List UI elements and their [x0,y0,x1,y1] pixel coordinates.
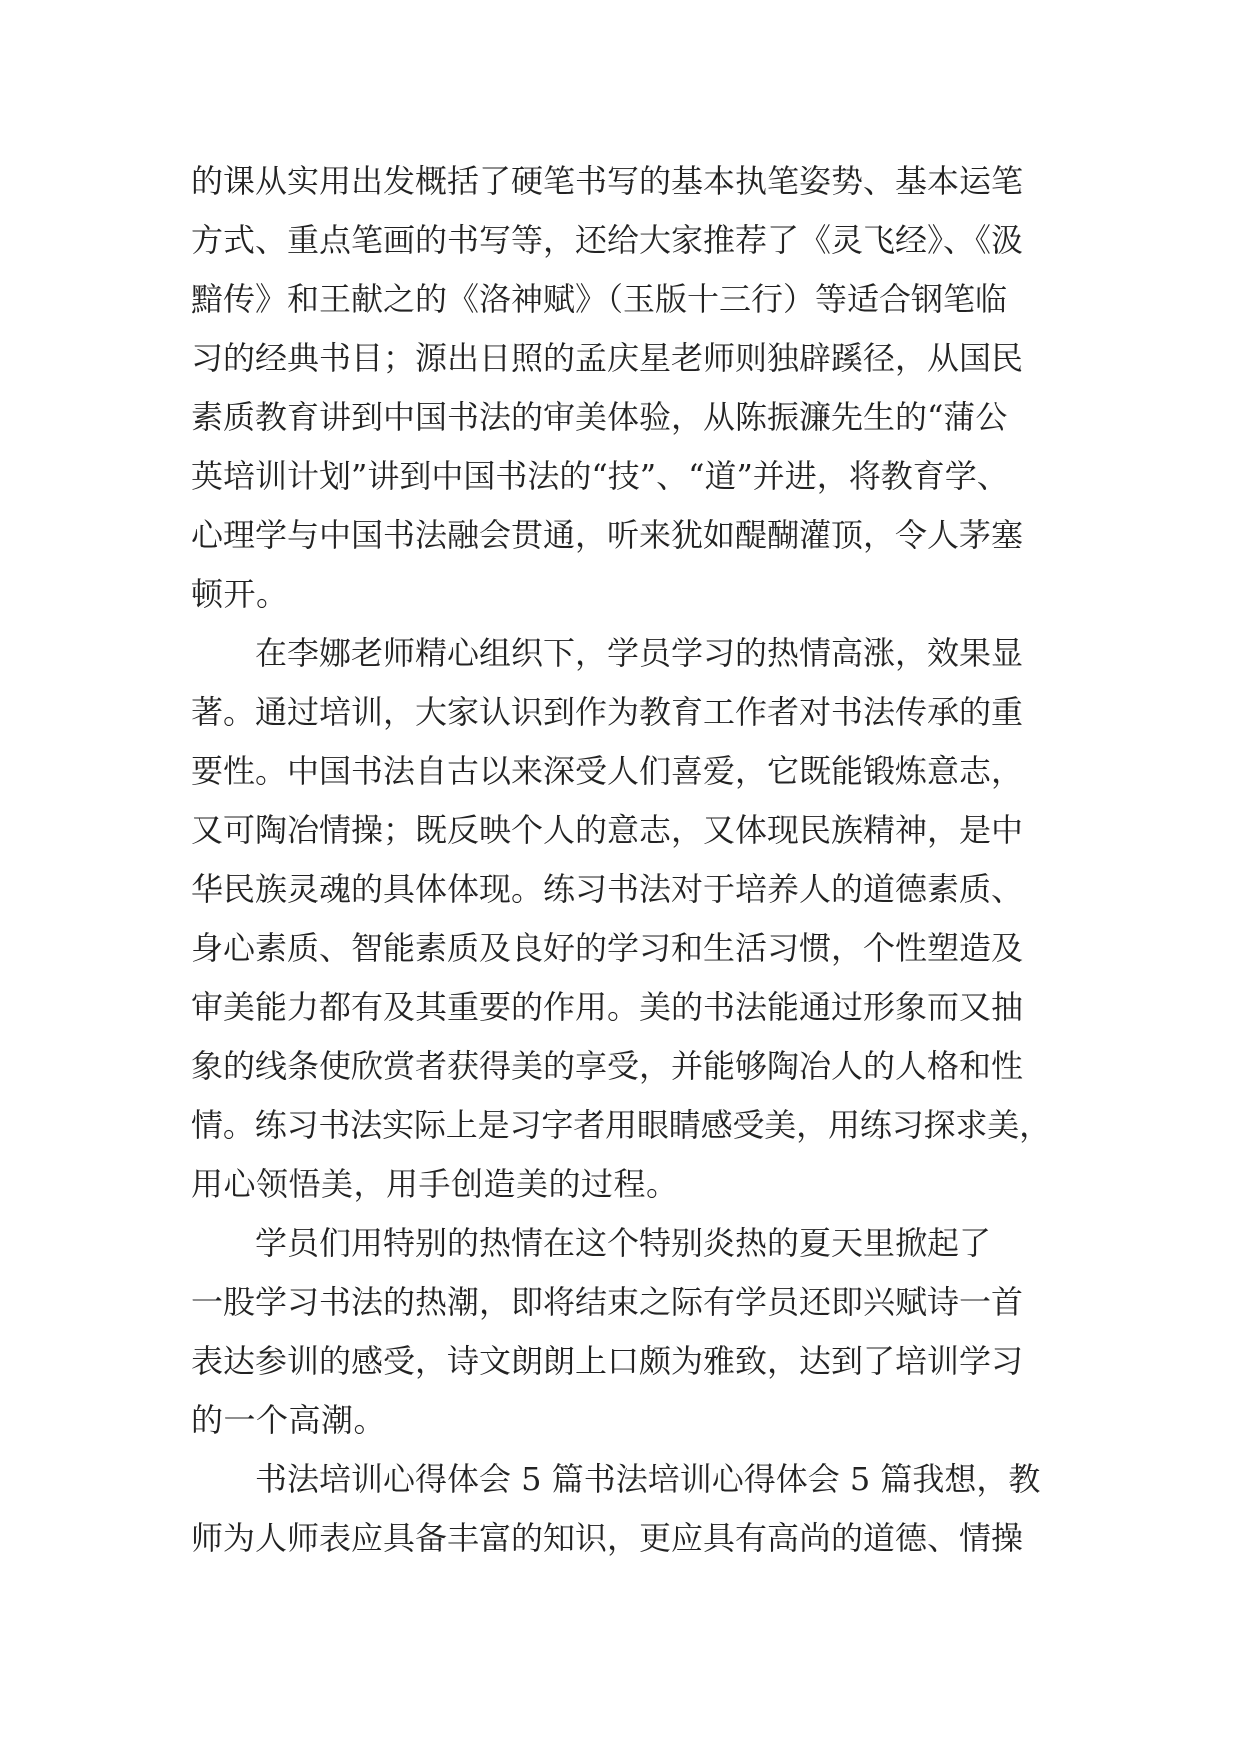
text-line: 的一个高潮。 [191,1401,387,1439]
text-line: 书法培训心得体会 5 篇书法培训心得体会 5 篇我想，教 [255,1460,1041,1498]
text-line: 素质教育讲到中国书法的审美体验，从陈振濂先生的“蒲公 [191,398,1008,436]
text-line: 师为人师表应具备丰富的知识，更应具有高尚的道德、情操 [191,1519,1024,1557]
document-body [191,152,1051,1568]
text-line: 身心素质、智能素质及良好的学习和生活习惯，个性塑造及 [191,929,1024,967]
text-line: 情。练习书法实际上是习字者用眼睛感受美，用练习探求美， [191,1106,1051,1144]
text-line: 要性。中国书法自古以来深受人们喜爱，它既能锻炼意志， [191,752,1024,790]
text-line: 方式、重点笔画的书写等，还给大家推荐了《灵飞经》、《汲 [191,221,1024,259]
text-line: 的课从实用出发概括了硬笔书写的基本执笔姿势、基本运笔 [191,162,1024,200]
text-line: 黯传》和王献之的《洛神赋》（玉版十三行）等适合钢笔临 [191,280,1008,318]
text-line: 学员们用特别的热情在这个特别炎热的夏天里掀起了 [255,1224,992,1262]
text-line: 心理学与中国书法融会贯通，听来犹如醍醐灌顶，令人茅塞 [191,516,1024,554]
text-line: 英培训计划”讲到中国书法的“技”、“道”并进，将教育学、 [191,457,1009,495]
text-line: 顿开。 [191,575,289,613]
text-line: 在李娜老师精心组织下，学员学习的热情高涨，效果显 [255,634,1024,672]
text-line: 表达参训的感受，诗文朗朗上口颇为雅致，达到了培训学习 [191,1342,1024,1380]
text-line: 又可陶冶情操；既反映个人的意志，又体现民族精神，是中 [191,811,1024,849]
text-line: 华民族灵魂的具体体现。练习书法对于培养人的道德素质、 [191,870,1024,908]
text-line: 象的线条使欣赏者获得美的享受，并能够陶冶人的人格和性 [191,1047,1024,1085]
text-line: 习的经典书目；源出日照的孟庆星老师则独辟蹊径，从国民 [191,339,1024,377]
text-line: 著。通过培训，大家认识到作为教育工作者对书法传承的重 [191,693,1024,731]
text-line: 审美能力都有及其重要的作用。美的书法能通过形象而又抽 [191,988,1024,1026]
text-line: 一股学习书法的热潮，即将结束之际有学员还即兴赋诗一首 [191,1283,1024,1321]
text-line: 用心领悟美，用手创造美的过程。 [191,1165,679,1203]
